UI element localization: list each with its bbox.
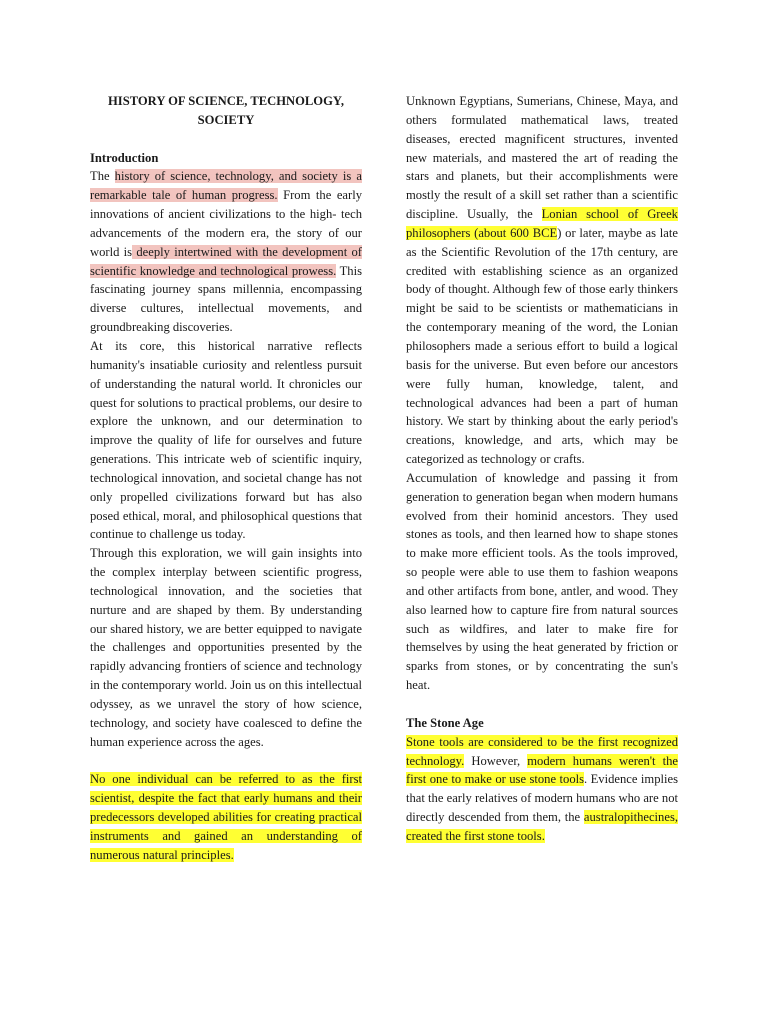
page-title: HISTORY OF SCIENCE, TECHNOLOGY, SOCIETY [108,94,344,127]
text-run: ) or later, maybe as late as the Scientific Revolution of the 17th century, are credited with establishing science as an organized body of thought. Although few of those early thinkers might be said to be scientists or mathematicians in the contemporary meaning of the word, the Lonian philosophers made a serious effort to build a logical basis for the universe. But even before our ancestors were fully human, knowledge, talent, and technological advances had been a part of human history. We start by thinking about the early period's creations, knowledge, and arts, which may be categorized as technology or crafts. [406,225,678,467]
right-paragraph-1 [406,92,678,469]
introduction-heading: Introduction [90,150,159,165]
highlighted-text: modern humans weren't the first one to make or use stone tools [406,753,678,787]
right-paragraph-2: Accumulation of knowledge and passing it from generation to generation began when modern humans evolved from their hominid ancestors. They used stones as tools, and then learned how to shape stones to make more efficient tools. As the tools improved, so people were able to use them to fashion weapons and other artifacts from bone, antler, and wood. They also learned how to capture fire from natural sources such as wildfires, and later to make fire for themselves by using the heat generated by friction or sparks from stones, or by concentrating the sun's heat. [406,470,678,693]
text-run: However, [464,753,528,768]
highlighted-text: australopithecines, created the first stone tools. [406,810,678,843]
paragraph-gap [90,752,362,771]
text-run: This fascinating journey spans millennia, encompassing diverse cultures, intellectual movements, and groundbreaking discoveries. [90,263,363,335]
highlighted-text: Lonian school of Greek philosophers (about 600 BCE [406,207,678,240]
intro-paragraph-1 [90,167,362,337]
stone-age-heading: The Stone Age [406,715,484,730]
highlighted-text: No one individual can be referred to as the first scientist, despite the fact that early humans and their predecessors developed abilities for creating practical instruments and gained an understanding of numerous natural principles. [90,772,362,862]
right-column [406,92,678,846]
text-run: Unknown Egyptians, Sumerians, Chinese, Maya, and others formulated mathematical laws, treated diseases, erected magnificent structures, invented new materials, and mastered the art of reading the stars and planets, but their accomplishments were mostly the result of a skill set rather than a scientific discipline. Usually, the [406,94,678,222]
highlighted-text: Stone tools are considered to be the first recognized technology. [406,734,678,768]
paragraph-gap [406,695,678,714]
text-run: . Evidence implies that the early relatives of modern humans who are not directly descended from them, the [406,772,678,825]
highlighted-text: history of science, technology, and society is a remarkable tale of human progress. [90,169,362,203]
intro-paragraph-2: At its core, this historical narrative reflects humanity's insatiable curiosity and relentless pursuit of understanding the natural world. It chronicles our quest for solutions to practical problems, our desire to explore the unknown, and our determination to improve the quality of life for ourselves and future generations. This intricate web of scientific inquiry, technological innovation, and societal change has not only propelled civilizations forward but has also posed ethical, moral, and philosophical questions that continue to challenge us today. [90,338,362,542]
intro-paragraph-4 [90,770,362,864]
intro-paragraph-3: Through this exploration, we will gain insights into the complex interplay between scientific progress, technological innovation, and the societies that nurture and are shaped by them. By understanding our shared history, we are better equipped to navigate the challenges and opportunities presented by the rapidly advancing frontiers of science and technology in the contemporary world. Join us on this intellectual odyssey, as we unravel the story of how science, technology, and society have coalesced to define the human experience across the ages. [90,546,362,749]
stone-age-paragraph [406,733,678,846]
text-run: The [90,169,115,184]
text-run: From the early innovations of ancient civilizations to the high- tech advancements of the modern era, the story of our world is [90,188,362,259]
left-column [90,92,362,865]
highlighted-text: deeply intertwined with the development of scientific knowledge and technological prowess. [90,244,362,278]
